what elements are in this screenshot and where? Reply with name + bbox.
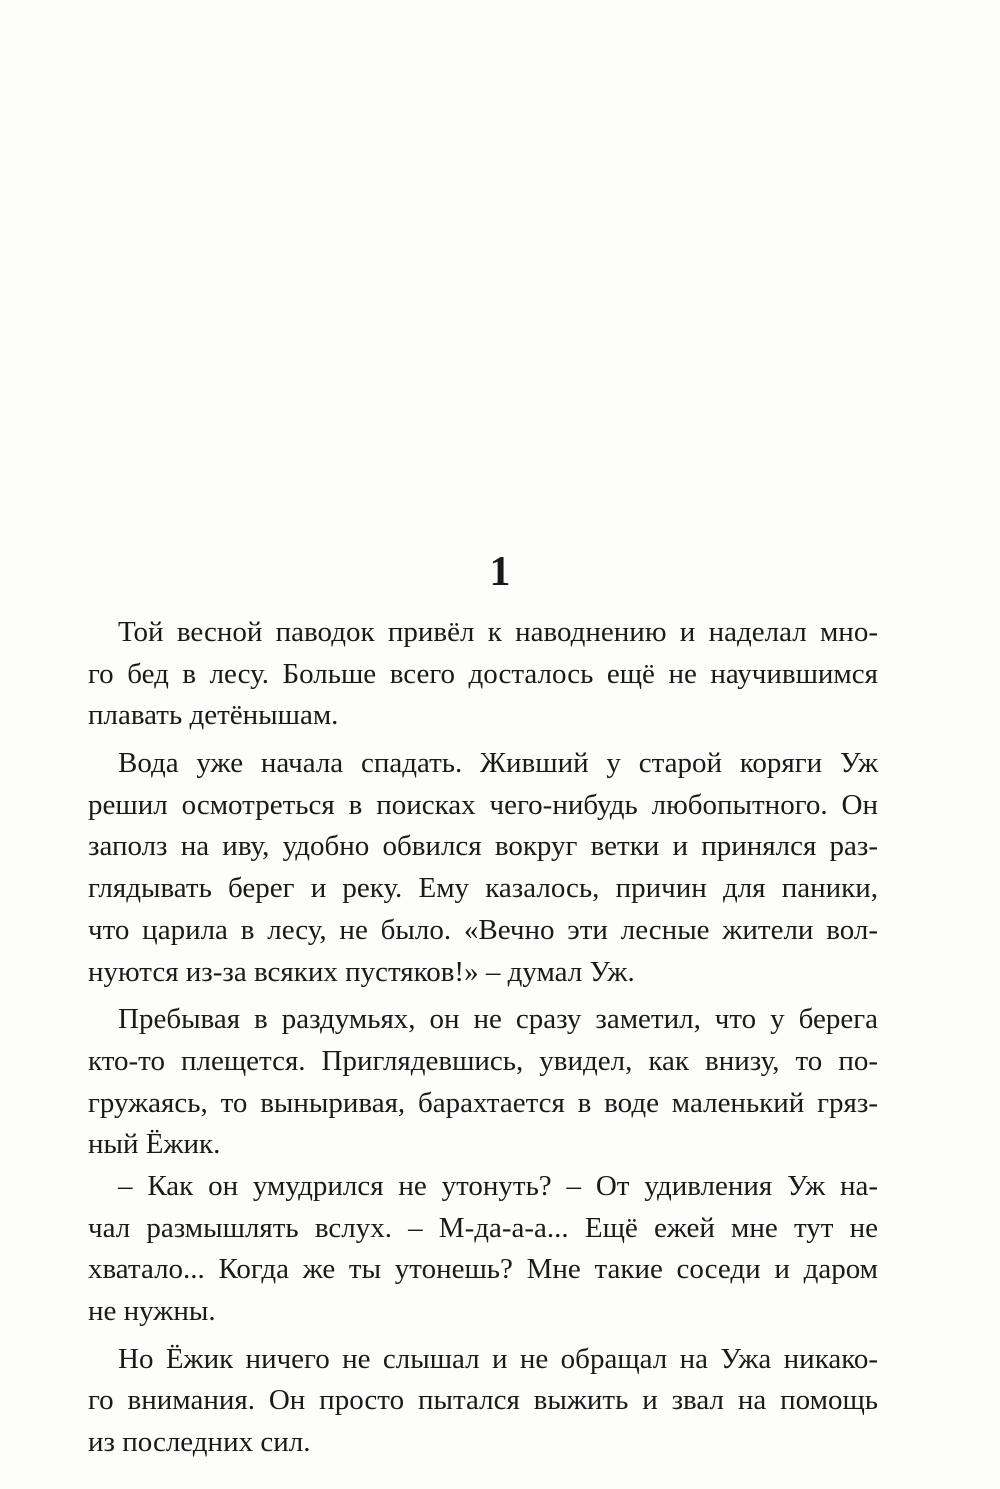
text-line: нуются из-за всяких пустяков!» – думал Уж. bbox=[88, 955, 635, 988]
text-line: Той весной паводок привёл к наводнению и наделал мно- bbox=[118, 616, 878, 648]
text-line: кто-то плещется. Приглядевшись, увидел, как внизу, то по- bbox=[88, 1044, 878, 1077]
text-line: Вода уже начала спадать. Живший у старой коряги Уж bbox=[118, 747, 878, 780]
text-line: решил осмотреться в поисках чего-нибудь любопытного. Он bbox=[88, 788, 878, 821]
paragraph bbox=[88, 1339, 878, 1464]
text-line: плавать детёнышам. bbox=[88, 699, 339, 732]
text-line: из последних сил. bbox=[88, 1426, 311, 1459]
text-line: гружаясь, то выныривая, барахтается в воде маленький гряз- bbox=[88, 1086, 878, 1119]
text-line: глядывать берег и реку. Ему казалось, причин для паники, bbox=[88, 872, 878, 905]
text-line: ный Ёжик. bbox=[88, 1128, 221, 1161]
paragraph bbox=[88, 999, 878, 1166]
text-line: чал размышлять вслух. – М-да-а-а... Ещё ежей мне тут не bbox=[88, 1211, 878, 1244]
body-text bbox=[88, 612, 878, 1470]
text-line: заполз на иву, удобно обвился вокруг ветки и принялся раз- bbox=[88, 830, 878, 863]
text-line: го бед в лесу. Больше всего досталось ещё не научившимся bbox=[88, 657, 878, 690]
text-line: не нужны. bbox=[88, 1295, 216, 1327]
text-line: хватало... Когда же ты утонешь? Мне такие соседи и даром bbox=[88, 1253, 878, 1286]
text-line: Но Ёжик ничего не слышал и не обращал на Ужа никако- bbox=[118, 1342, 878, 1375]
text-line: го внимания. Он просто пытался выжить и звал на помощь bbox=[88, 1384, 878, 1417]
text-line: – Как он умудрился не утонуть? – От удивления Уж на- bbox=[118, 1169, 878, 1202]
chapter-number: 1 bbox=[489, 549, 511, 595]
paragraph bbox=[88, 612, 878, 737]
text-line: Пребывая в раздумьях, он не сразу заметил, что у берега bbox=[118, 1003, 878, 1036]
text-line: что царила в лесу, не было. «Вечно эти лесные жители вол- bbox=[88, 913, 878, 946]
paragraph bbox=[88, 743, 878, 993]
paragraph bbox=[88, 1166, 878, 1333]
